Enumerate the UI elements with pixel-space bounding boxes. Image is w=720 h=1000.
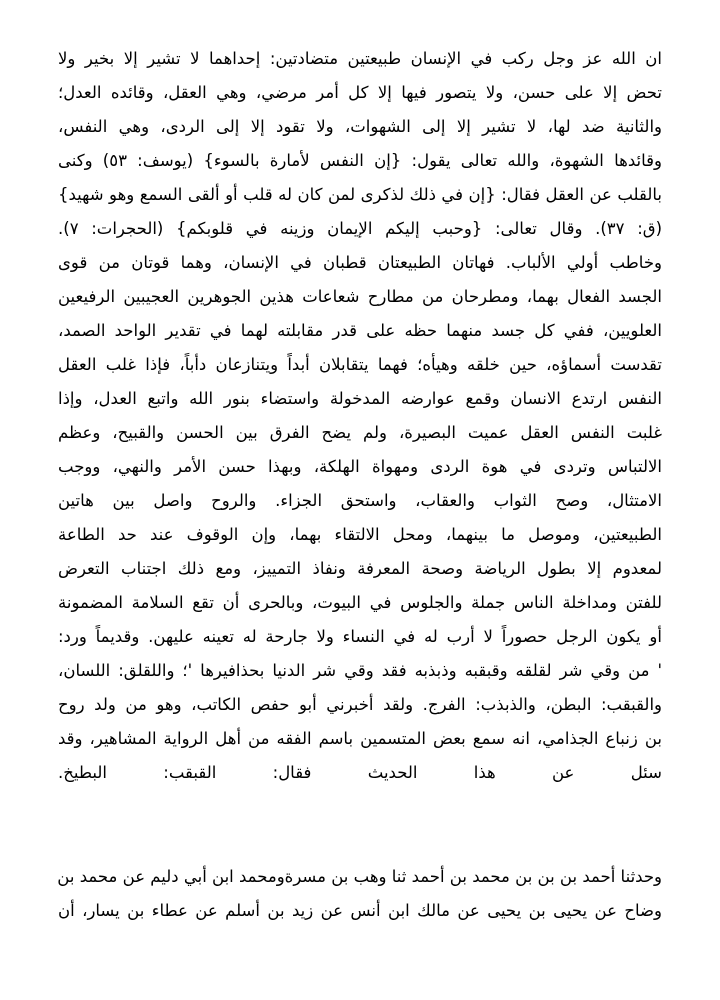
text-line: والثانية ضد لها، لا تشير إلا إلى الشهوات، ولا تقود إلا إلى الردى، وهي النفس، [58, 117, 662, 136]
text-line: وحدثنا أحمد بن بن بن محمد بن أحمد ثنا وهب بن مسرةومحمد ابن أبي دليم عن محمد بن [57, 867, 662, 886]
text-line: وضاح عن يحيى بن يحيى عن مالك ابن أنس عن زيد بن أسلم عن عطاء بن يسار، أن [58, 901, 662, 920]
text-line: سئل عن هذا الحديث فقال: القبقب: البطيخ. [58, 763, 662, 782]
text-line: بن زنباع الجذامي، انه سمع بعض المتسمين باسم الفقه من أهل الرواية المشاهير، وقد [58, 729, 662, 748]
text-line: الطبيعتين، وموصل ما بينهما، ومحل الالتقاء بهما، وإن الوقوف عند حد الطاعة [58, 525, 662, 544]
text-line: الجسد الفعال بهما، ومطرحان من مطارح شعاعات هذين الجوهرين العجيبين الرفيعين [58, 287, 662, 306]
text-line: ان الله عز وجل ركب في الإنسان طبيعتين متضادتين: إحداهما لا تشير إلا بخير ولا [58, 49, 662, 68]
text-line: أو يكون الرجل حصوراً لا أرب له في النساء ولا جارحة له تعينه عليهن. وقديماً ورد: [58, 627, 662, 646]
text-line: النفس ارتدع الانسان وقمع عوارضه المدخولة واستضاء بنور الله واتبع العدل، وإذا [58, 389, 662, 408]
text-line: تقدست أسماؤه، حين خلقه وهيأه؛ فهما يتقابلان أبداً ويتنازعان دأباً، فإذا غلب العقل [58, 355, 662, 374]
text-line: الامتثال، وصح الثواب والعقاب، واستحق الجزاء. والروح واصل بين هاتين [58, 491, 662, 510]
text-line: وخاطب أولي الألباب. فهاتان الطبيعتان قطبان في الإنسان، وهما قوتان من قوى [58, 253, 662, 272]
text-line: والقبقب: البطن، والذبذب: الفرج. ولقد أخبرني أبو حفص الكاتب، وهو من ولد روح [58, 695, 662, 714]
text-line: ' من وقي شر لقلقه وقبقبه وذبذبه فقد وقي شر الدنيا بحذافيرها '؛ واللقلق: اللسان، [58, 661, 662, 680]
text-line: العلويين، ففي كل جسد منهما حظه على قدر مقابلته لهما في تقدير الواحد الصمد، [58, 321, 662, 340]
text-line: لمعدوم إلا بطول الرياضة وصحة المعرفة ونفاذ التمييز، ومع ذلك اجتناب التعرض [58, 559, 662, 578]
text-line: وقائدها الشهوة، والله تعالى يقول: {إن النفس لأمارة بالسوء} (يوسف: ٥٣) وكنى [58, 151, 662, 170]
text-line: للفتن ومداخلة الناس جملة والجلوس في البيوت، وبالحرى أن تقع السلامة المضمونة [58, 593, 662, 612]
text-line: الالتباس وتردى في هوة الردى ومهواة الهلكة، وبهذا حسن الأمر والنهي، ووجب [58, 457, 662, 476]
text-line: (ق: ٣٧). وقال تعالى: {وحبب إليكم الإيمان وزينه في قلوبكم} (الحجرات: ٧). [58, 219, 663, 238]
text-line: غلبت النفس العقل عميت البصيرة، ولم يضح الفرق بين الحسن والقبيح، وعظم [58, 423, 662, 442]
text-line: تحض إلا على حسن، ولا يتصور فيها إلا كل أمر مرضي، وهي العقل، وقائده العدل؛ [58, 83, 662, 102]
text-line: بالقلب عن العقل فقال: {إن في ذلك لذكرى لمن كان له قلب أو ألقى السمع وهو شهيد} [58, 185, 662, 204]
